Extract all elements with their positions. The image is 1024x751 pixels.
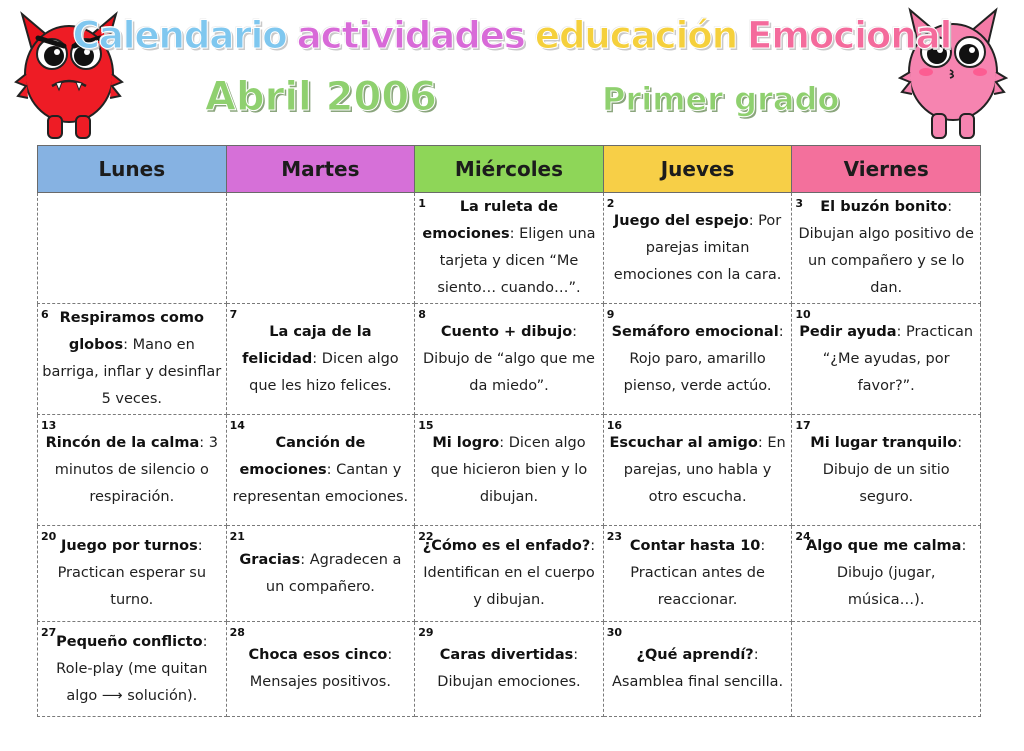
day-number: 20 — [41, 530, 57, 543]
activity-description — [38, 533, 226, 614]
activity-description — [227, 642, 415, 696]
weekday-header-lunes: Lunes — [38, 146, 227, 193]
activity-text: : Dicen algo que hicieron bien y lo dibujan. — [430, 434, 588, 505]
title-word-4: Emocional — [747, 14, 952, 57]
activity-title: Semáforo emocional — [611, 323, 779, 340]
day-number: 9 — [606, 308, 615, 321]
weekday-header-jueves: Jueves — [603, 146, 792, 193]
activity-description — [792, 533, 980, 614]
weekday-header-miercoles: Miércoles — [415, 146, 604, 193]
title-word-2: actividades — [296, 14, 525, 57]
activity-description — [604, 208, 792, 289]
day-number: 27 — [41, 626, 57, 639]
weekday-header-martes: Martes — [226, 146, 415, 193]
activity-description — [38, 305, 226, 413]
activity-title: Contar hasta 10 — [629, 538, 761, 554]
calendar-week-row — [38, 193, 981, 304]
day-number: 8 — [418, 308, 426, 321]
month-label: Abril 2006 — [205, 74, 437, 120]
activity-text: : Por parejas imitan emociones con la cara. — [613, 212, 782, 283]
day-number: 30 — [606, 626, 623, 639]
activity-title: Pedir ayuda — [799, 323, 897, 340]
day-number: 15 — [418, 419, 434, 432]
calendar-week-row — [38, 304, 981, 415]
day-number: 13 — [41, 419, 57, 432]
calendar-day-cell — [38, 193, 227, 304]
activity-text: : Identifican en el cuerpo y dibujan. — [423, 538, 596, 608]
activity-text: : Dibujo de “algo que me da miedo”. — [423, 323, 595, 394]
activity-title: Pequeño conflicto — [56, 633, 203, 650]
activity-description — [604, 642, 792, 696]
calendar-day-cell — [415, 304, 604, 415]
title-word-3: educación — [534, 14, 738, 57]
activity-title: Mi lugar tranquilo — [810, 434, 958, 451]
day-number: 21 — [229, 530, 245, 543]
activity-description — [227, 319, 415, 400]
activity-text: : Asamblea final sencilla. — [611, 647, 784, 690]
calendar-week-row — [38, 622, 981, 717]
calendar-day-cell — [226, 526, 415, 622]
day-number: 29 — [418, 626, 434, 639]
calendar-day-cell — [226, 415, 415, 526]
day-number: 23 — [606, 530, 623, 543]
activity-text: : Dicen algo que les hizo felices. — [249, 350, 399, 394]
activity-title: Choca esos cinco — [248, 647, 388, 663]
title-word-1: Calendario — [72, 14, 287, 57]
activity-text: : Agradecen a un compañero. — [265, 551, 402, 595]
activity-title: Rincón de la calma — [45, 434, 200, 451]
activity-description — [415, 533, 603, 614]
activity-text: : Dibujo (jugar, música…). — [836, 538, 967, 608]
activity-description — [415, 642, 603, 696]
activity-description — [415, 430, 603, 511]
activity-text: : Cantan y representan emociones. — [232, 461, 409, 505]
activity-text: : Rojo paro, amarillo pienso, verde actúo. — [623, 323, 784, 394]
activity-text: : En parejas, uno habla y otro escucha. — [623, 434, 786, 505]
calendar-day-cell — [38, 622, 227, 717]
calendar-day-cell — [603, 415, 792, 526]
calendar-week-row — [38, 415, 981, 526]
calendar-day-cell — [415, 526, 604, 622]
activity-title: Canción de emociones — [239, 434, 366, 478]
day-number: 2 — [606, 197, 615, 210]
activity-title: Mi logro — [432, 434, 500, 451]
activity-title: Respiramos como globos — [59, 310, 204, 353]
activity-text: : Practican esperar su turno. — [57, 538, 207, 608]
activity-title: Escuchar al amigo — [609, 434, 758, 451]
activity-title: Cuento + dibujo — [440, 323, 573, 340]
activity-text: : Practican “¿Me ayudas, por favor?”. — [822, 323, 974, 394]
day-number: 28 — [229, 626, 245, 639]
activity-text: : 3 minutos de silencio o respiración. — [54, 434, 219, 505]
activity-text: : Dibujo de un sitio seguro. — [822, 434, 963, 505]
activity-text: : Dibujan algo positivo de un compañero y se lo dan. — [798, 199, 974, 296]
calendar-day-cell — [792, 526, 981, 622]
activity-description — [604, 533, 792, 614]
day-number: 17 — [795, 419, 811, 432]
activity-title: Juego del espejo — [613, 212, 749, 229]
activity-calendar — [37, 145, 981, 717]
day-number: 7 — [229, 308, 238, 321]
activity-title: ¿Qué aprendí? — [636, 647, 754, 663]
grade-label: Primer grado — [602, 80, 840, 118]
activity-text: : Mensajes positivos. — [249, 647, 393, 690]
calendar-day-cell — [226, 622, 415, 717]
activity-description — [604, 319, 792, 400]
calendar-day-cell — [38, 526, 227, 622]
day-number: 3 — [795, 197, 804, 210]
activity-description — [227, 430, 415, 511]
calendar-day-cell — [38, 304, 227, 415]
calendar-day-cell — [415, 622, 604, 717]
calendar-day-cell — [792, 193, 981, 304]
day-number: 22 — [418, 530, 434, 543]
day-number: 16 — [606, 419, 623, 432]
activity-description — [415, 319, 603, 400]
activity-title: ¿Cómo es el enfado? — [422, 538, 591, 554]
calendar-day-cell — [415, 415, 604, 526]
activity-text: : Role-play (me quitan algo ⟶ solución). — [56, 633, 208, 704]
activity-description — [604, 430, 792, 511]
activity-title: Juego por turnos — [60, 538, 198, 554]
calendar-day-cell — [792, 415, 981, 526]
day-number: 10 — [795, 308, 811, 321]
activity-title: El buzón bonito — [820, 199, 948, 215]
activity-description — [415, 194, 603, 302]
activity-description — [792, 430, 980, 511]
day-number: 1 — [418, 197, 426, 210]
activity-title: Algo que me calma — [806, 538, 962, 554]
day-number: 14 — [229, 419, 245, 432]
activity-description — [227, 547, 415, 601]
weekday-header-viernes: Viernes — [792, 146, 981, 193]
day-number: 24 — [795, 530, 811, 543]
calendar-week-row — [38, 526, 981, 622]
activity-text: : Mano en barriga, inflar y desinflar 5 veces. — [42, 337, 222, 407]
calendar-day-cell — [226, 304, 415, 415]
activity-description — [792, 194, 980, 302]
activity-text: : Dibujan emociones. — [437, 647, 581, 690]
activity-description — [38, 430, 226, 511]
day-number: 6 — [41, 308, 49, 321]
calendar-day-cell — [38, 415, 227, 526]
activity-title: La ruleta de emociones — [422, 199, 559, 242]
calendar-day-cell — [603, 304, 792, 415]
activity-text: : Eligen una tarjeta y dicen “Me siento… cuando…”. — [437, 226, 596, 296]
calendar-day-cell — [226, 193, 415, 304]
activity-description — [792, 319, 980, 400]
calendar-day-cell — [603, 193, 792, 304]
calendar-day-cell — [792, 622, 981, 717]
calendar-day-cell — [415, 193, 604, 304]
activity-description — [38, 629, 226, 710]
activity-title: La caja de la felicidad — [242, 323, 372, 367]
calendar-day-cell — [792, 304, 981, 415]
weekday-header-row — [38, 146, 981, 193]
activity-title: Caras divertidas — [439, 647, 574, 663]
activity-title: Gracias — [239, 551, 301, 568]
page-title — [0, 14, 1024, 57]
calendar-day-cell — [603, 526, 792, 622]
calendar-day-cell — [603, 622, 792, 717]
activity-text: : Practican antes de reaccionar. — [630, 538, 766, 608]
